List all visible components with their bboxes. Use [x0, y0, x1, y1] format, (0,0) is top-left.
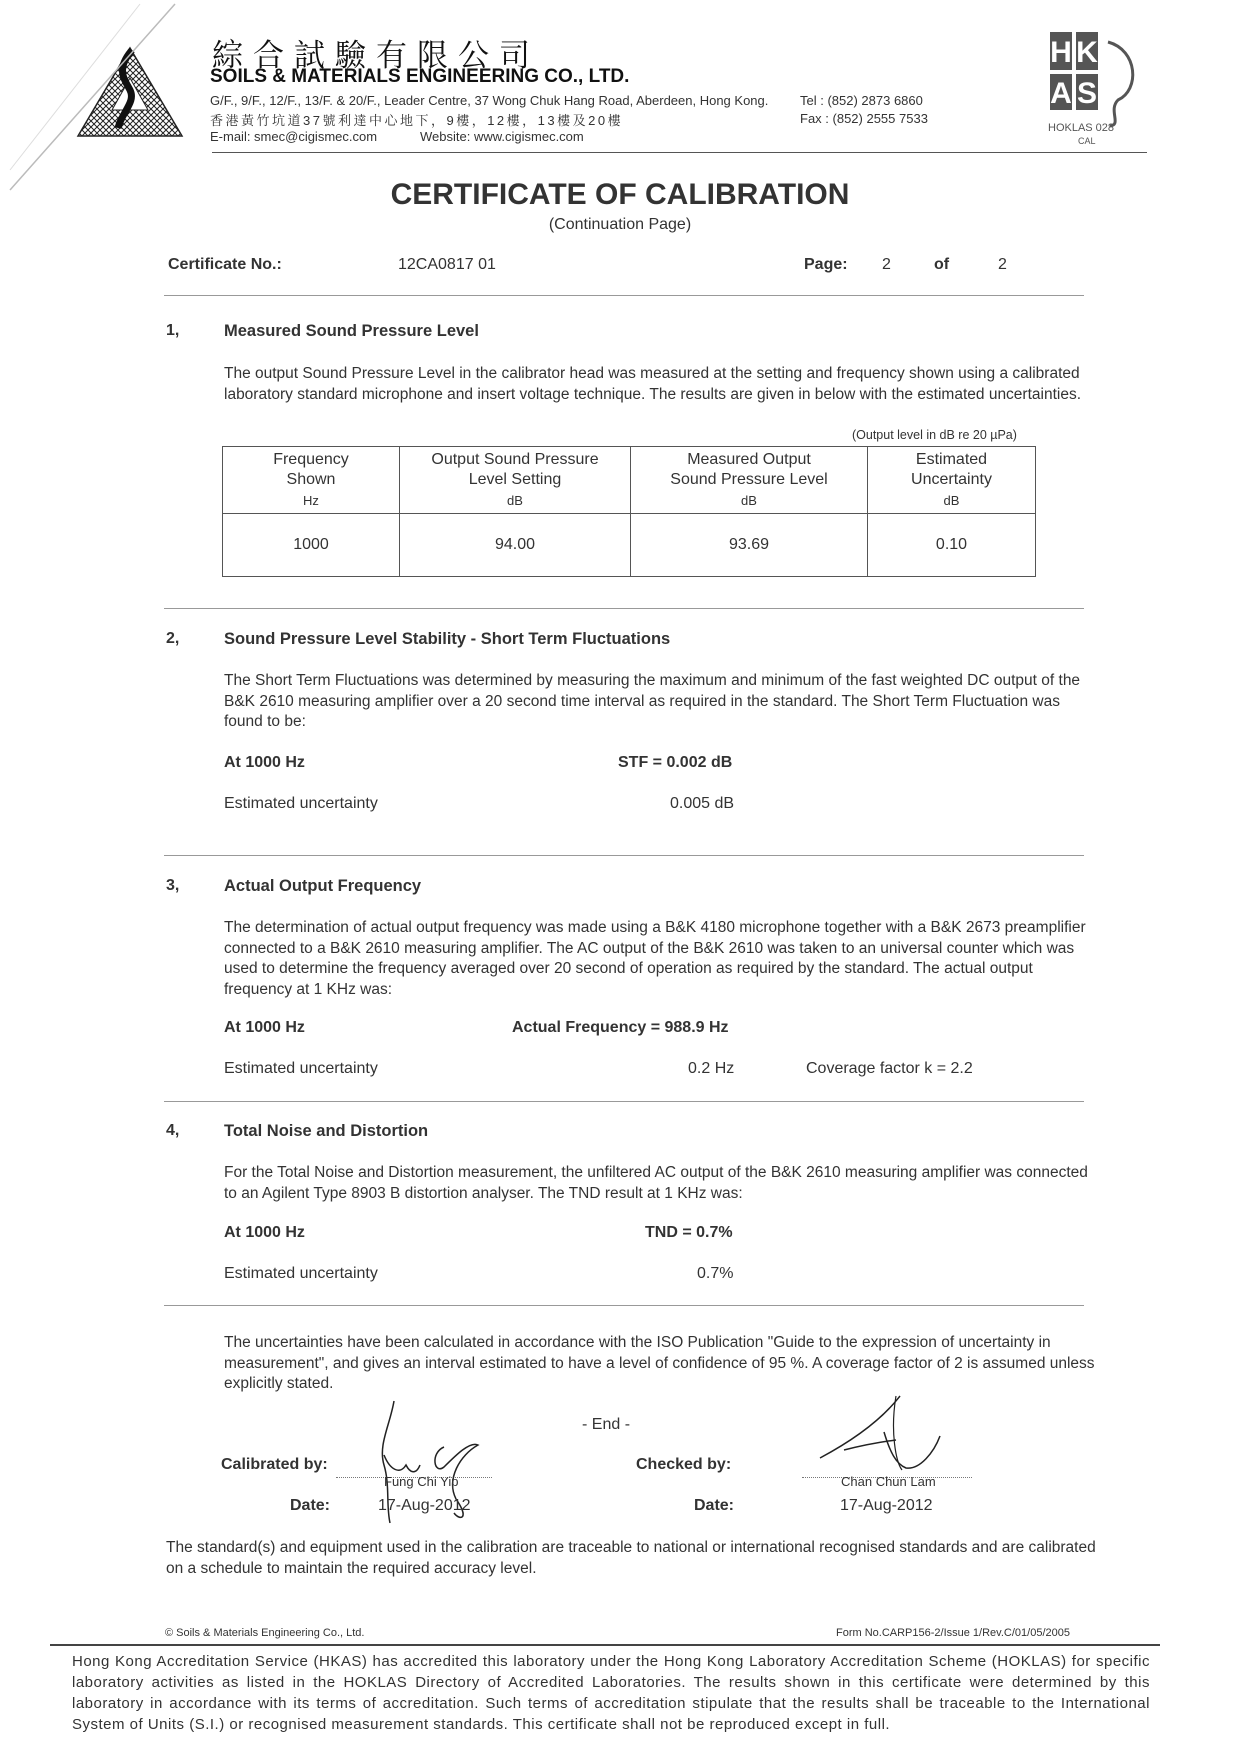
section-4-frequency-label: At 1000 Hz [224, 1224, 305, 1241]
company-name-english: SOILS & MATERIALS ENGINEERING CO., LTD. [210, 66, 630, 87]
section-4-number: 4, [166, 1122, 180, 1139]
divider [164, 295, 1084, 296]
section-4-uncertainty-value: 0.7% [697, 1265, 734, 1282]
table-row [223, 514, 1036, 577]
divider [164, 1305, 1084, 1306]
checked-by-label: Checked by: [636, 1456, 732, 1473]
certificate-subtitle: (Continuation Page) [548, 216, 692, 233]
actual-frequency-result: Actual Frequency = 988.9 Hz [512, 1019, 729, 1036]
column-header-frequency: Frequency Shown Hz [223, 447, 400, 514]
section-3-uncertainty-label: Estimated uncertainty [224, 1060, 378, 1077]
hkas-accreditation-statement: Hong Kong Accreditation Service (HKAS) has accredited this laboratory under the Hong Kong Laboratory Accreditation Scheme (HOKLAS) for specific laboratory activities as listed in the HOKLAS Directory of Accredited Laboratories. The results shown in this certificate were determined by this laboratory in accordance with its terms of accreditation. Such terms of accreditation stipulate that the results shall be traceable to the International System of Units (S.I.) or recognised measurement standards. This certificate shall not be reproduced except in full. [72, 1653, 1150, 1733]
cell-uncertainty: 0.10 [868, 514, 1036, 577]
company-email: E-mail: smec@cigismec.com [210, 129, 378, 144]
company-tel: Tel : (852) 2873 6860 [800, 93, 923, 108]
section-2-frequency-label: At 1000 Hz [224, 754, 305, 771]
end-marker: - End - [582, 1416, 631, 1433]
svg-text:H: H [1050, 36, 1072, 69]
traceability-statement: The standard(s) and equipment used in the calibration are traceable to national or international recognised standards and are calibrated on a schedule to maintain the required accuracy level. [166, 1539, 1096, 1577]
copyright-notice: © Soils & Materials Engineering Co., Ltd. [165, 1627, 365, 1639]
section-2-description: The Short Term Fluctuations was determined by measuring the maximum and minimum of the fast weighted DC output of the B&K 2610 measuring amplifier over a 20 second time interval as required in the standard. The Short Term Fluctuation was found to be: [224, 672, 1081, 730]
page-label: Page: [804, 256, 848, 273]
section-3-frequency-label: At 1000 Hz [224, 1019, 305, 1036]
calibrated-date: 17-Aug-2012 [378, 1497, 471, 1514]
divider [164, 855, 1084, 856]
address-english: G/F., 9/F., 12/F., 13/F. & 20/F., Leader Centre, 37 Wong Chuk Hang Road, Aberdeen, Hong Kong. [210, 93, 769, 108]
checked-date-label: Date: [694, 1497, 735, 1514]
hoklas-number: HOKLAS 028 [1048, 122, 1115, 134]
column-header-measured-output: Measured Output Sound Pressure Level dB [631, 447, 868, 514]
sound-pressure-results-table [222, 446, 1036, 577]
section-3-uncertainty-value: 0.2 Hz [688, 1060, 735, 1077]
checked-by-name: Chan Chun Lam [841, 1474, 936, 1489]
hoklas-cal-label: CAL [1078, 136, 1096, 146]
section-3-number: 3, [166, 877, 180, 894]
svg-text:K: K [1076, 36, 1098, 69]
footer-divider [50, 1644, 1160, 1646]
header-divider [212, 152, 1147, 153]
section-2-title: Sound Pressure Level Stability - Short Term Fluctuations [224, 630, 671, 648]
cell-output-setting: 94.00 [400, 514, 631, 577]
certificate-number-label: Certificate No.: [168, 256, 282, 273]
coverage-factor: Coverage factor k = 2.2 [806, 1060, 973, 1077]
section-3-title: Actual Output Frequency [224, 877, 422, 895]
table-unit-note: (Output level in dB re 20 µPa) [852, 428, 1017, 442]
certificate-number: 12CA0817 01 [398, 256, 496, 273]
section-2-number: 2, [166, 630, 180, 647]
section-4-uncertainty-label: Estimated uncertainty [224, 1265, 378, 1282]
svg-text:S: S [1076, 77, 1098, 110]
section-1-number: 1, [166, 322, 180, 339]
stf-result: STF = 0.002 dB [618, 754, 733, 771]
company-fax: Fax : (852) 2555 7533 [800, 111, 928, 126]
page-number: 2 [882, 256, 891, 273]
section-1-title: Measured Sound Pressure Level [224, 322, 479, 340]
page-of-label: of [934, 256, 950, 273]
form-number: Form No.CARP156-2/Issue 1/Rev.C/01/05/2005 [836, 1627, 1070, 1639]
company-name-chinese: 綜合試驗有限公司 [212, 38, 540, 74]
checked-date: 17-Aug-2012 [840, 1497, 933, 1514]
svg-text:A: A [1050, 77, 1072, 110]
certificate-title: CERTIFICATE OF CALIBRATION [390, 178, 850, 211]
page-total: 2 [998, 256, 1007, 273]
section-2-uncertainty-value: 0.005 dB [670, 795, 735, 812]
corner-fold-decoration [0, 0, 180, 200]
section-4-description: For the Total Noise and Distortion measurement, the unfiltered AC output of the B&K 2610 measuring amplifier was connected to an Agilent Type 8903 B distortion analyser. The TND result at 1 KHz was: [224, 1164, 1088, 1202]
checked-by-signature [810, 1392, 970, 1472]
section-3-description: The determination of actual output frequency was made using a B&K 4180 microphone together with a B&K 2673 preamplifier connected to a B&K 2610 measuring amplifier. The AC output of the B&K 2610 was taken to an universal counter which was used to determine the frequency averaged over 20 second of operation as required by the standard. The actual output frequency at 1 KHz was: [224, 919, 1086, 998]
cell-measured-output: 93.69 [631, 514, 868, 577]
divider [164, 1101, 1084, 1102]
divider [164, 608, 1084, 609]
section-2-uncertainty-label: Estimated uncertainty [224, 795, 378, 812]
calibrated-by-label: Calibrated by: [221, 1456, 328, 1473]
calibrated-date-label: Date: [290, 1497, 331, 1514]
calibrated-by-name: Fung Chi Yip [384, 1474, 459, 1489]
cell-frequency: 1000 [223, 514, 400, 577]
section-4-title: Total Noise and Distortion [224, 1122, 429, 1140]
column-header-uncertainty: Estimated Uncertainty dB [868, 447, 1036, 514]
tnd-result: TND = 0.7% [645, 1224, 733, 1241]
address-chinese: 香港黃竹坑道37號利達中心地下，9樓，12樓，13樓及20樓 [210, 113, 624, 128]
uncertainty-statement: The uncertainties have been calculated in accordance with the ISO Publication "Guide to the expression of uncertainty in measurement", and gives an interval estimated to have a level of confidence of 95 %. A coverage factor of 2 is assumed unless explicitly stated. [224, 1334, 1095, 1392]
column-header-output-setting: Output Sound Pressure Level Setting dB [400, 447, 631, 514]
section-1-description: The output Sound Pressure Level in the calibrator head was measured at the setting and frequency shown using a calibrated laboratory standard microphone and insert voltage technique. The results are given in below with the estimated uncertainties. [224, 365, 1082, 403]
company-website: Website: www.cigismec.com [420, 129, 584, 144]
